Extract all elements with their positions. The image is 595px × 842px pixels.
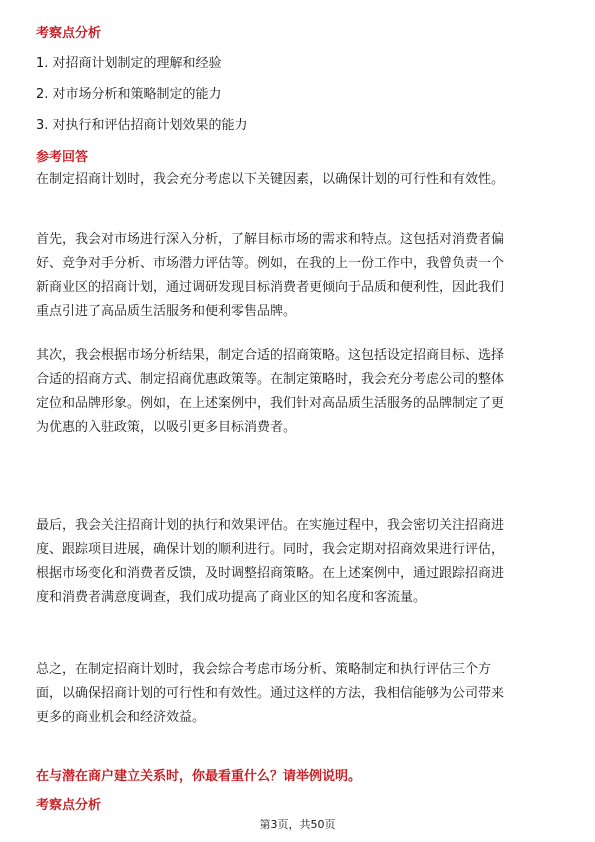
paragraph-line: 根据市场变化和消费者反馈，及时调整招商策略。在上述案例中，通过跟踪招商进 — [36, 566, 505, 581]
answer-paragraph-conclusion — [36, 658, 560, 730]
paragraph-line: 更多的商业机会和经济效益。 — [36, 710, 206, 725]
next-question: 在与潜在商户建立关系时，你最看重什么？请举例说明。 — [36, 769, 362, 784]
analysis-item-1: 1. 对招商计划制定的理解和经验 — [36, 56, 222, 71]
answer-paragraph-intro — [36, 168, 560, 192]
page-number: 第3页，共50页 — [259, 818, 336, 831]
paragraph-line: 首先，我会对市场进行深入分析，了解目标市场的需求和特点。这包括对消费者偏 — [36, 232, 505, 247]
paragraph-line: 新商业区的招商计划，通过调研发现目标消费者更倾向于品质和便利性，因此我们 — [36, 280, 505, 295]
paragraph-line: 合适的招商方式、制定招商优惠政策等。在制定策略时，我会充分考虑公司的整体 — [36, 372, 505, 387]
paragraph-line: 好、竞争对手分析、市场潜力评估等。例如，在我的上一份工作中，我曾负责一个 — [36, 256, 505, 271]
analysis-item-2: 2. 对市场分析和策略制定的能力 — [36, 87, 222, 102]
answer-paragraph-third — [36, 514, 560, 610]
paragraph-line: 重点引进了高品质生活服务和便利零售品牌。 — [36, 304, 297, 319]
paragraph-line: 面，以确保招商计划的可行性和有效性。通过这样的方法，我相信能够为公司带来 — [36, 686, 505, 701]
paragraph-line: 其次，我会根据市场分析结果，制定合适的招商策略。这包括设定招商目标、选择 — [36, 348, 505, 363]
paragraph-line: 总之，在制定招商计划时，我会综合考虑市场分析、策略制定和执行评估三个方 — [36, 662, 492, 677]
analysis-item-3: 3. 对执行和评估招商计划效果的能力 — [36, 118, 248, 133]
analysis-heading-next: 考察点分析 — [36, 798, 102, 813]
paragraph-line: 定位和品牌形象。例如，在上述案例中，我们针对高品质生活服务的品牌制定了更 — [36, 396, 505, 411]
paragraph-line: 最后，我会关注招商计划的执行和效果评估。在实施过程中，我会密切关注招商进 — [36, 518, 505, 533]
answer-paragraph-second — [36, 344, 560, 440]
paragraph-line: 为优惠的入驻政策，以吸引更多目标消费者。 — [36, 420, 297, 435]
paragraph-line: 度和消费者满意度调查，我们成功提高了商业区的知名度和客流量。 — [36, 590, 427, 605]
paragraph-line: 在制定招商计划时，我会充分考虑以下关键因素，以确保计划的可行性和有效性。 — [36, 172, 505, 187]
answer-heading: 参考回答 — [36, 150, 89, 165]
paragraph-line: 度、跟踪项目进展，确保计划的顺利进行。同时，我会定期对招商效果进行评估， — [36, 542, 505, 557]
analysis-heading: 考察点分析 — [36, 26, 102, 41]
answer-paragraph-first — [36, 228, 560, 324]
